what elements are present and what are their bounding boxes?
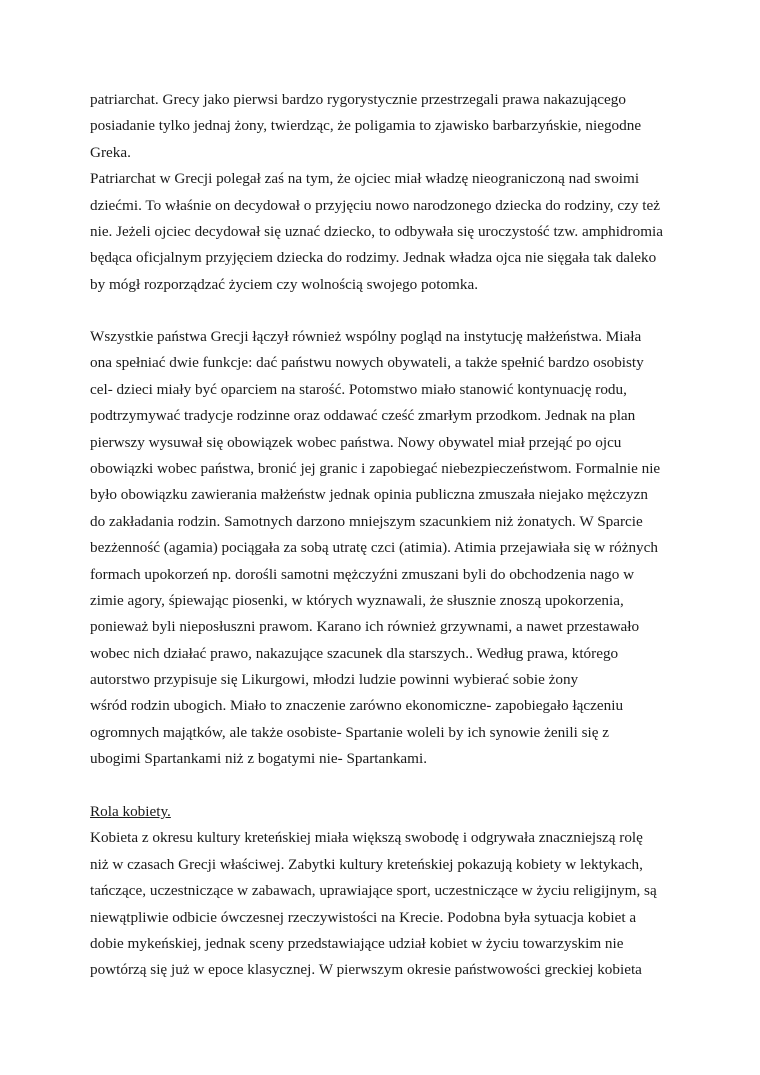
section-heading: Rola kobiety.: [90, 803, 171, 820]
text-line: pierwszy wysuwał się obowiązek wobec państwa. Nowy obywatel miał przejąć po ojcu: [90, 433, 622, 451]
text-line: patriarchat. Grecy jako pierwsi bardzo rygorystycznie przestrzegali prawa nakazującego: [90, 91, 626, 108]
text-line: niż w czasach Grecji właściwej. Zabytki kultury kreteńskiej pokazują kobiety w lektykach,: [90, 855, 643, 873]
text-line: niewątpliwie odbicie ówczesnej rzeczywistości na Krecie. Podobna była sytuacja kobiet a: [90, 908, 637, 926]
text-line: dziećmi. To właśnie on decydował o przyjęciu nowo narodzonego dziecka do rodziny, czy też: [90, 196, 660, 214]
text-line: tańczące, uczestniczące w zabawach, uprawiające sport, uczestniczące w życiu religijnym, są: [90, 882, 657, 900]
text-line: było obowiązku zawierania małżeństw jednak opinia publiczna zmuszała niejako mężczyzn: [90, 486, 648, 504]
text-line: autorstwo przypisuje się Likurgowi, młodzi ludzie powinni wybierać sobie żony: [90, 671, 579, 689]
text-line: Patriarchat w Grecji polegał zaś na tym, że ojciec miał władzę nieograniczoną nad swoimi: [90, 170, 640, 188]
text-line: nie. Jeżeli ojciec decydował się uznać dziecko, to odbywała się uroczystość tzw. amphidromia: [90, 222, 663, 240]
text-line: Wszystkie państwa Grecji łączył również wspólny pogląd na instytucję małżeństwa. Miała: [90, 328, 642, 345]
text-line: zimie agory, śpiewając piosenki, w których wyznawali, że słusznie znoszą upokorzenia,: [90, 591, 624, 609]
text-line: dobie mykeńskiej, jednak sceny przedstawiające udział kobiet w życiu towarzyskim nie: [90, 934, 624, 952]
paragraph-marriage: [90, 324, 680, 773]
text-line: ubogimi Spartankami niż z bogatymi nie- Spartankami.: [90, 750, 428, 768]
text-line: wśród rodzin ubogich. Miało to znaczenie zarówno ekonomiczne- zapobiegało łączeniu: [90, 697, 624, 715]
paragraph-patriarchy: [90, 87, 680, 298]
text-line: Greka.: [90, 143, 131, 161]
text-line: ogromnych majątków, ale także osobiste- Spartanie woleli by ich synowie żenili się z: [90, 723, 610, 741]
text-line: bezżenność (agamia) pociągała za sobą utratę czci (atimia). Atimia przejawiała się w różnych: [90, 539, 658, 557]
text-line: cel- dzieci miały być oparciem na starość. Potomstwo miało stanowić kontynuację rodu,: [90, 380, 627, 398]
text-line: ona spełniać dwie funkcje: dać państwu nowych obywateli, a także spełnić bardzo osobisty: [90, 354, 644, 372]
text-line: Kobieta z okresu kultury kreteńskiej miała większą swobodę i odgrywała znaczniejszą rolę: [90, 829, 643, 847]
text-line: wobec nich działać prawo, nakazujące szacunek dla starszych.. Według prawa, którego: [90, 644, 619, 662]
text-line: obowiązki wobec państwa, bronić jej granic i zapobiegać niebezpieczeństwom. Formalnie nie: [90, 459, 661, 477]
text-line: powtórzą się już w epoce klasycznej. W pierwszym okresie państwowości greckiej kobieta: [90, 961, 642, 979]
text-line: podtrzymywać tradycje rodzinne oraz oddawać cześć zmarłym przodkom. Jednak na plan: [90, 407, 636, 425]
text-line: ponieważ byli nieposłuszni prawom. Karano ich również grzywnami, a nawet przestawało: [90, 618, 640, 636]
text-line: będąca oficjalnym przyjęciem dziecka do rodzimy. Jednak władza ojca nie sięgała tak daleko: [90, 249, 657, 267]
text-line: formach upokorzeń np. dorośli samotni mężczyźni zmuszani byli do obchodzenia nago w: [90, 565, 635, 583]
text-line: posiadanie tylko jednaj żony, twierdząc, że poligamia to zjawisko barbarzyńskie, niegodne: [90, 117, 642, 135]
text-line: by mógł rozporządzać życiem czy wolnością swojego potomka.: [90, 275, 478, 293]
section-women: [90, 799, 680, 984]
text-line: do zakładania rodzin. Samotnych darzono mniejszym szacunkiem niż żonatych. W Sparcie: [90, 512, 643, 530]
